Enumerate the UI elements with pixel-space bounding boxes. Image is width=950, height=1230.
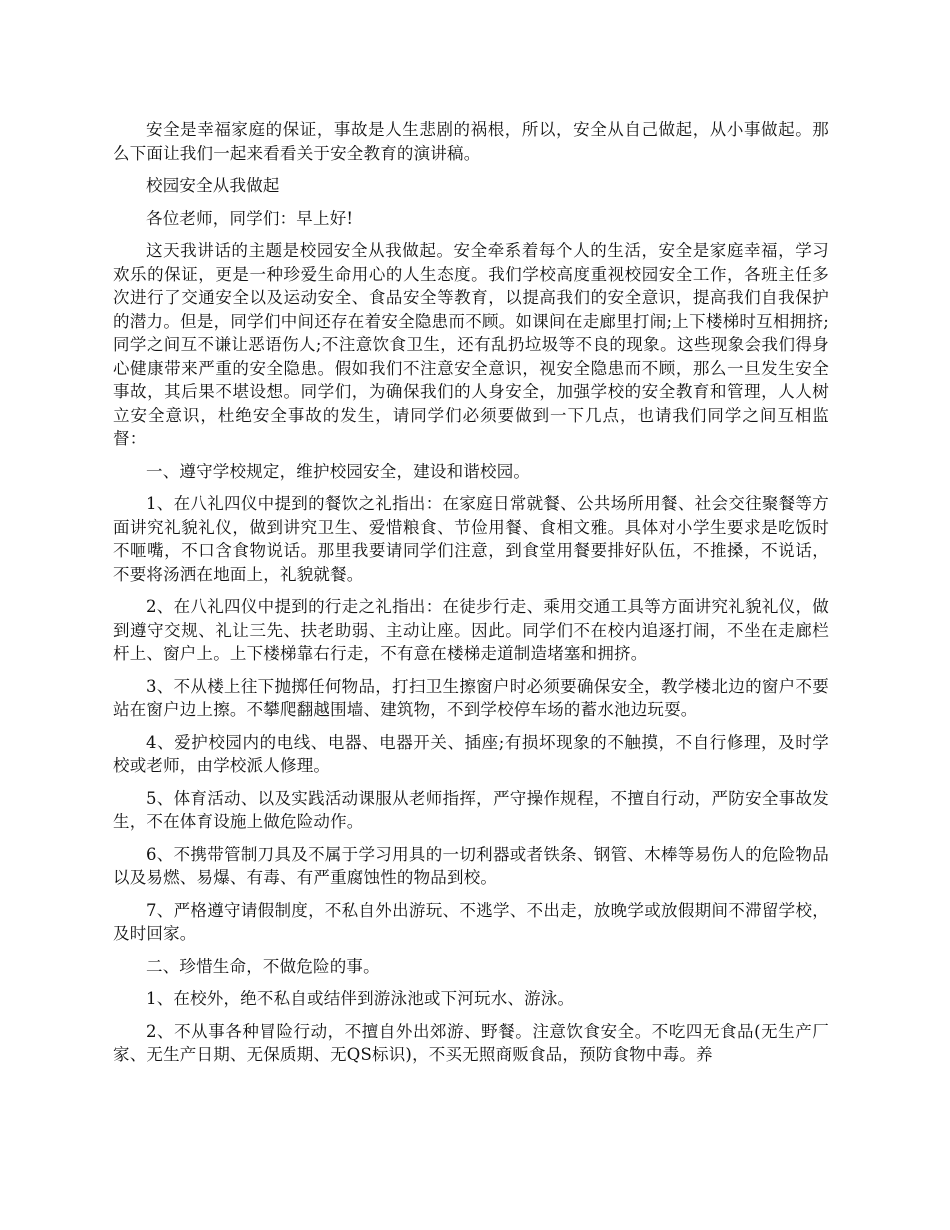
list-item: 6、不携带管制刀具及不属于学习用具的一切利器或者铁条、钢管、木棒等易伤人的危险物品以及易燃、易爆、有毒、有严重腐蚀性的物品到校。 [113,844,829,887]
body-paragraph: 这天我讲话的主题是校园安全从我做起。安全牵系着每个人的生活，安全是家庭幸福，学习欢乐的保证，更是一种珍爱生命用心的人生态度。我们学校高度重视校园安全工作，各班主任多次进行了交通安全以及运动安全、食品安全等教育，以提高我们的安全意识，提高我们自我保护的潜力。但是，同学们中间还存在着安全隐患而不顾。如课间在走廊里打闹;上下楼梯时互相拥挤;同学之间互不谦让恶语伤人;不注意饮食卫生，还有乱扔垃圾等不良的现象。这些现象会我们得身心健康带来严重的安全隐患。假如我们不注意安全意识，视安全隐患而不顾，那么一旦发生安全事故，其后果不堪设想。同学们，为确保我们的人身安全，加强学校的安全教育和管理，人人树立安全意识，杜绝安全事故的发生，请同学们必须要做到一下几点，也请我们同学之间互相监督： [113,241,829,448]
section-heading-1: 一、遵守学校规定，维护校园安全，建设和谐校园。 [146,461,531,481]
list-item: 1、在校外，绝不私自或结伴到游泳池或下河玩水、游泳。 [146,989,575,1008]
intro-paragraph: 安全是幸福家庭的保证，事故是人生悲剧的祸根，所以，安全从自己做起，从小事做起。那么下面让我们一起来看看关于安全教育的演讲稿。 [113,120,829,163]
list-item: 4、爱护校园内的电线、电器、电器开关、插座;有损坏现象的不触摸，不自行修理，及时学校或老师，由学校派人修理。 [113,732,829,775]
list-item: 5、体育活动、以及实践活动课服从老师指挥，严守操作规程，不擅自行动，严防安全事故发生，不在体育设施上做危险动作。 [113,788,829,831]
document-body [113,118,829,1076]
list-item: 2、不从事各种冒险行动，不擅自外出郊游、野餐。注意饮食安全。不吃四无食品(无生产厂家、无生产日期、无保质期、无QS标识)，不买无照商贩食品，预防食物中毒。养 [113,1021,829,1064]
speech-title: 校园安全从我做起 [146,176,280,195]
list-item: 3、不从楼上往下抛掷任何物品，打扫卫生擦窗户时必须要确保安全，教学楼北边的窗户不要站在窗户边上擦。不攀爬翻越围墙、建筑物，不到学校停车场的蓄水池边玩耍。 [113,676,829,719]
section-heading-2: 二、珍惜生命，不做危险的事。 [146,956,380,976]
greeting: 各位老师，同学们：早上好! [146,208,354,228]
list-item: 1、在八礼四仪中提到的餐饮之礼指出：在家庭日常就餐、公共场所用餐、社会交往聚餐等方面讲究礼貌礼仪，做到讲究卫生、爱惜粮食、节俭用餐、食相文雅。具体对小学生要求是吃饭时不咂嘴，不口含食物说话。那里我要请同学们注意，到食堂用餐要排好队伍，不推搡，不说话，不要将汤洒在地面上，礼貌就餐。 [113,494,829,584]
list-item: 2、在八礼四仪中提到的行走之礼指出：在徒步行走、乘用交通工具等方面讲究礼貌礼仪，做到遵守交规、礼让三先、扶老助弱、主动让座。因此。同学们不在校内追逐打闹，不坐在走廊栏杆上、窗户上。上下楼梯靠右行走，不有意在楼梯走道制造堵塞和拥挤。 [113,597,829,663]
list-item: 7、严格遵守请假制度，不私自外出游玩、不逃学、不出走，放晚学或放假期间不滞留学校，及时回家。 [113,900,829,943]
